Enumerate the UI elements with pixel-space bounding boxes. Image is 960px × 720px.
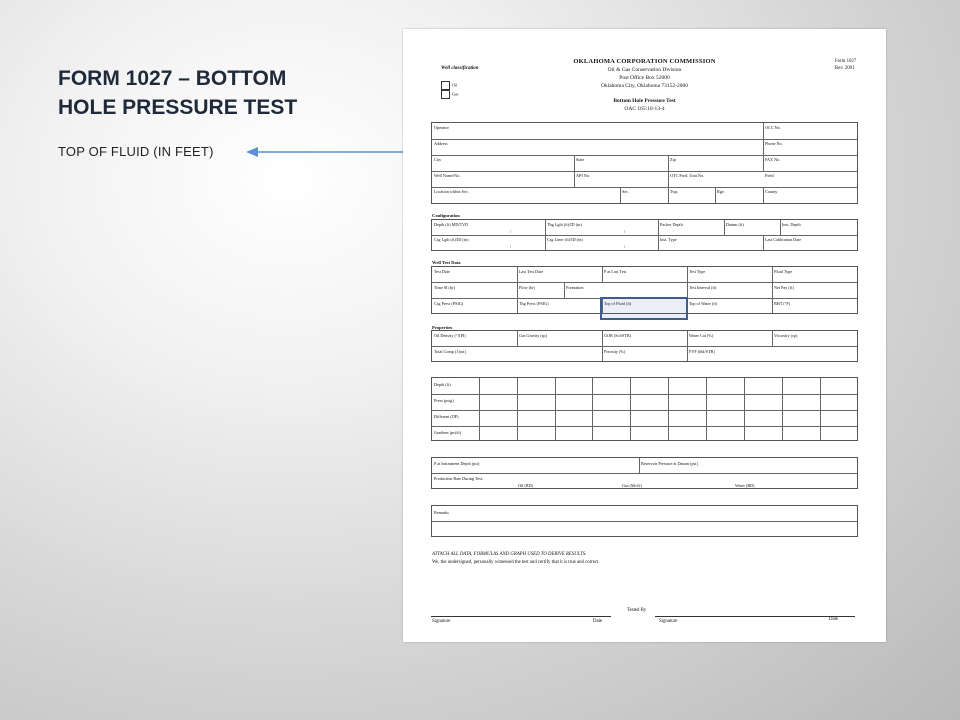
tested-by-label: Tested By	[627, 608, 647, 613]
county-field[interactable]: County	[765, 189, 778, 194]
casing-slash: /	[510, 244, 512, 249]
address-field[interactable]: Address	[434, 141, 448, 146]
net-pay-field[interactable]: Net Pay (ft)	[774, 285, 794, 290]
slide-title-line-1: FORM 1027 – BOTTOM	[58, 67, 287, 90]
flow-field[interactable]: Flow (hr)	[519, 285, 535, 290]
viscosity-field[interactable]: Viscosity (cp)	[774, 333, 798, 338]
fvf-field[interactable]: FVF (bbl/STB)	[689, 349, 715, 354]
bht-field[interactable]: BHT (°F)	[774, 301, 791, 306]
test-date-field[interactable]: Test Date	[434, 269, 450, 274]
range-field[interactable]: Rge.	[717, 189, 725, 194]
gas-gravity-field[interactable]: Gas Gravity (sp)	[519, 333, 547, 338]
fax-field[interactable]: FAX No.	[765, 157, 781, 162]
liner-slash: /	[624, 244, 626, 249]
time-si-field[interactable]: Time SI (hr)	[434, 285, 455, 290]
signature-line-right[interactable]	[655, 616, 855, 617]
casing-length-field[interactable]: Csg Lgth (ft)/ID (in)	[434, 237, 469, 242]
total-comp-field[interactable]: Total Comp (1/psi)	[434, 349, 466, 354]
operator-field[interactable]: Operator	[434, 125, 449, 130]
date-label-left: Date	[593, 619, 603, 624]
instrument-type-field[interactable]: Inst. Type	[660, 237, 677, 242]
instrument-depth-field[interactable]: Inst. Depth	[782, 222, 801, 227]
zip-field[interactable]: Zip	[670, 157, 676, 162]
top-of-water-field[interactable]: Top of Water (ft)	[689, 301, 718, 306]
signature-label-left: Signature	[432, 619, 451, 624]
depth-slash: /	[510, 229, 512, 234]
pressure-section	[431, 457, 858, 489]
location-field[interactable]: Location within Sec.	[434, 189, 469, 194]
water-bd-field[interactable]: Water (BD)	[735, 483, 755, 488]
gas-mcf-field[interactable]: Gas (Mcf/f)	[622, 483, 642, 488]
gradient-press-label: Press (psig)	[434, 398, 454, 403]
po-box: Post Office Box 52000	[619, 75, 670, 81]
oil-density-field[interactable]: Oil Density (°API)	[434, 333, 466, 338]
certify-statement: We, the undersigned, personally witnessed the test and certify that it is true and correct.	[432, 560, 600, 565]
remarks-section	[431, 505, 858, 537]
api-number-field[interactable]: API No.	[576, 173, 590, 178]
properties-heading: Properties	[432, 325, 453, 330]
water-cut-field[interactable]: Water Cut (%)	[689, 333, 714, 338]
callout-label: TOP OF FLUID (IN FEET)	[58, 144, 214, 159]
tubing-length-field[interactable]: Tbg Lgth (ft)/ID (in)	[547, 222, 582, 227]
form-number: Form 1027	[835, 59, 857, 64]
p-last-test-field[interactable]: P at Last Test	[604, 269, 627, 274]
signature-label-right: Signature	[659, 619, 678, 624]
form-title: Bottom Hole Pressure Test	[613, 98, 676, 104]
otc-unit-field[interactable]: OTC Prod. Unit No.	[670, 173, 705, 178]
configuration-section	[431, 219, 858, 251]
well-classification-label: Well classification	[441, 66, 479, 71]
gradient-diff-label: Different (DP)	[434, 414, 459, 419]
commission-name: OKLAHOMA CORPORATION COMMISSION	[573, 58, 716, 65]
form-1027-document	[403, 29, 886, 642]
field-field[interactable]: Field	[765, 173, 774, 178]
packer-depth-field[interactable]: Packer Depth	[660, 222, 683, 227]
last-calibration-field[interactable]: Last Calibration Date	[765, 237, 802, 242]
division-name: Oil & Gas Conservation Division	[607, 67, 682, 73]
slide-title-line-2: HOLE PRESSURE TEST	[58, 96, 298, 119]
tubing-pressure-field[interactable]: Tbg Press (PSIG)	[519, 301, 549, 306]
township-field[interactable]: Twp.	[670, 189, 679, 194]
gradient-grad-label: Gradient (psi/ft)	[434, 430, 462, 435]
remarks-field[interactable]: Remarks	[434, 510, 449, 515]
porosity-field[interactable]: Porosity (%)	[604, 349, 626, 354]
section-field[interactable]: Sec.	[622, 189, 630, 194]
casing-liner-field[interactable]: Csg Liner (ft)/ID (in)	[547, 237, 583, 242]
city-field[interactable]: City	[434, 157, 442, 162]
revision: Rev. 2001	[835, 66, 855, 71]
well-test-heading: Well Test Data	[432, 260, 461, 265]
last-test-date-field[interactable]: Last Test Date	[519, 269, 544, 274]
well-name-field[interactable]: Well Name/No.	[434, 173, 461, 178]
datum-field[interactable]: Datum (ft)	[726, 222, 744, 227]
date-label-right: Date	[829, 617, 839, 622]
production-rate-label: Production Rate During Test:	[434, 476, 484, 481]
properties-section	[431, 330, 858, 362]
slide-title	[58, 64, 358, 122]
gradient-table	[431, 377, 858, 441]
test-type-field[interactable]: Test Type	[689, 269, 706, 274]
reservoir-pressure-field[interactable]: Reservoir Pressure at Datum (psi)	[641, 461, 698, 466]
phone-field[interactable]: Phone No.	[765, 141, 783, 146]
oil-bd-field[interactable]: Oil (BD)	[518, 483, 534, 488]
oil-label: Oil	[452, 82, 458, 88]
signature-line-left[interactable]	[431, 616, 611, 617]
depth-md-tvd-field[interactable]: Depth (ft) MD/TVD	[434, 222, 469, 227]
top-of-fluid-highlight	[600, 297, 688, 320]
tubing-slash: /	[624, 229, 626, 234]
gor-field[interactable]: GOR (Scf/STB)	[604, 333, 632, 338]
state-field[interactable]: State	[576, 157, 585, 162]
city-address: Oklahoma City, Oklahoma 73152-2000	[600, 83, 689, 89]
configuration-heading: Configuration	[432, 213, 460, 218]
attach-notice: ATTACH ALL DATA, FORMULAS AND GRAPH USED TO DERIVE RESULTS.	[432, 552, 587, 557]
identification-section	[431, 122, 858, 204]
casing-pressure-field[interactable]: Csg Press (PSIG)	[434, 301, 464, 306]
fluid-type-field[interactable]: Fluid Type	[774, 269, 793, 274]
top-of-fluid-field[interactable]: Top of Fluid (ft)	[604, 301, 632, 306]
formation-field[interactable]: Formation	[566, 285, 584, 290]
gradient-depth-label: Depth (ft)	[434, 382, 451, 387]
gas-label: Gas	[452, 91, 459, 97]
p-instrument-depth-field[interactable]: P at Instrument Depth (psi)	[434, 461, 480, 466]
occ-number-field[interactable]: OCC No.	[765, 125, 781, 130]
oac-reference: OAC 165:10-13-4	[624, 106, 665, 112]
test-interval-field[interactable]: Test Interval (ft)	[689, 285, 717, 290]
